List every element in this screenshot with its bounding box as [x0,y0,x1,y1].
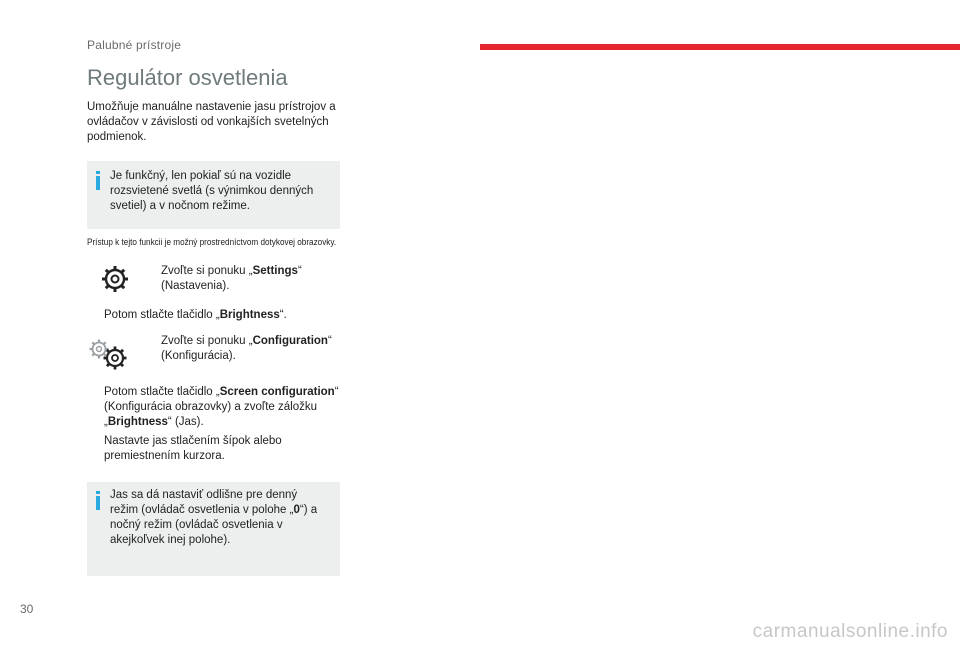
step-adjust-brightness: Nastavte jas stlačením šípok alebo premiestnením kurzora. [104,435,282,462]
step-screen-configuration: Potom stlačte tlačidlo „Screen configuration“ (Konfigurácia obrazovky) a zvoľte záložku „Brightness“ (Jas). [104,386,339,428]
brightness-button-label: Brightness [219,309,280,321]
info-text: Je funkčný, len pokiaľ sú na vozidle rozsvietené svetlá (s výnimkou denných svetiel) a v nočnom režime. [110,170,314,212]
step-select-settings: Zvoľte si ponuku „Settings“ (Nastavenia). [161,265,302,292]
screen-configuration-label: Screen configuration [219,386,335,398]
intro-paragraph: Umožňuje manuálne nastavenie jasu prístrojov a ovládačov v závislosti od vonkajších svetelných podmienok. [87,101,336,143]
step-press-brightness: Potom stlačte tlačidlo „Brightness“. [104,309,287,321]
section-header: Palubné prístroje [87,38,182,52]
info-text: Jas sa dá nastaviť odlišne pre denný režim (ovládač osvetlenia v polohe „0“) a nočný režim (ovládač osvetlenia v akejkoľvek inej polohe). [110,489,318,546]
menu-settings-label: Settings [252,265,298,277]
menu-configuration-label: Configuration [252,335,328,347]
header-accent-bar [480,44,960,50]
page-number: 30 [20,602,34,616]
watermark: carmanualsonline.info [752,621,948,642]
brightness-tab-label: Brightness [107,416,168,428]
step-select-configuration: Zvoľte si ponuku „Configuration“ (Konfigurácia). [161,335,332,362]
info-box-day-night [87,482,340,576]
position-zero-label: 0 [293,504,300,516]
settings-gear-icon [95,259,135,299]
info-icon [93,171,103,191]
touchscreen-note: Prístup k tejto funkcii je možný prostredníctvom dotykovej obrazovky. [87,237,337,248]
configuration-gears-icon [88,337,132,373]
info-icon [93,491,103,511]
info-box-functionality [87,161,340,229]
page-title: Regulátor osvetlenia [87,65,288,90]
